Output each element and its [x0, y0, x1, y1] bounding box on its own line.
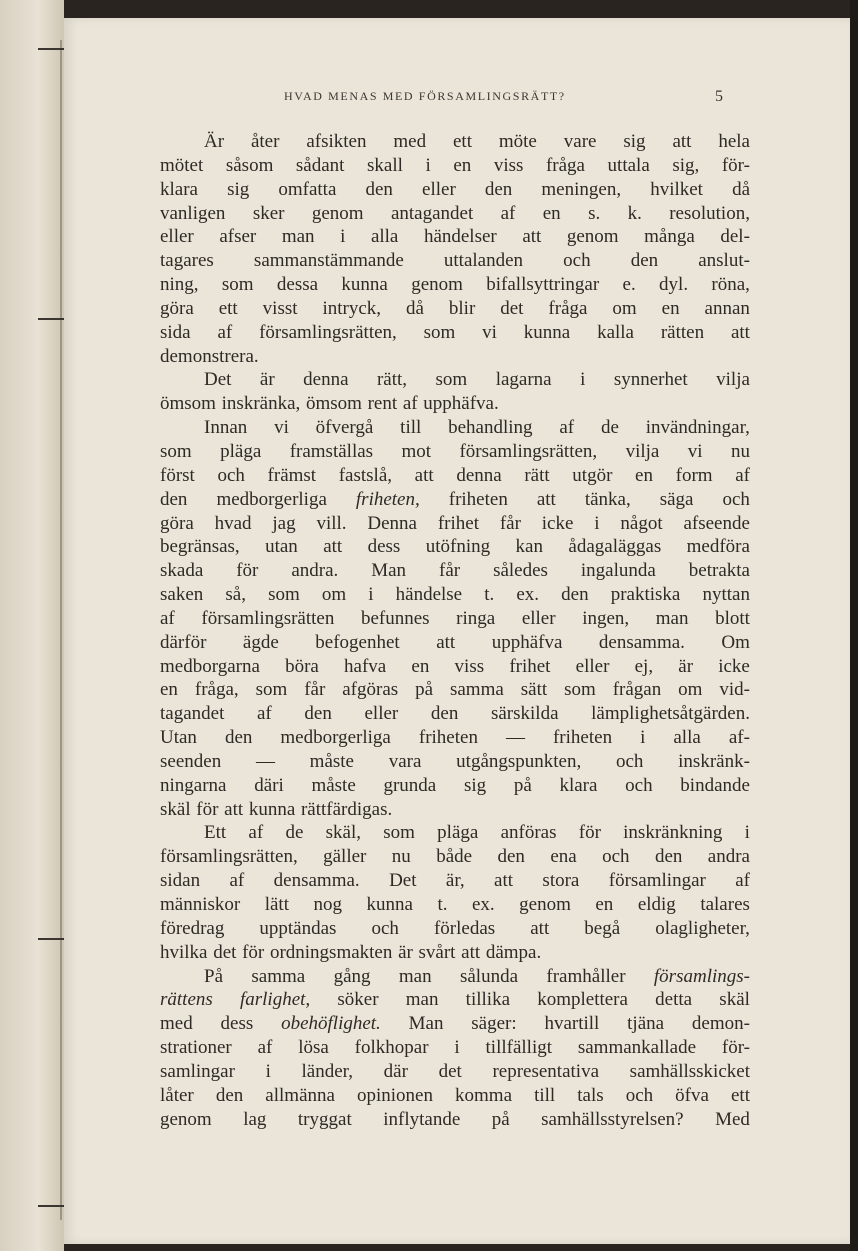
text-line: På samma gång man sålunda framhåller församlings- — [204, 965, 750, 987]
text-line: den medborgerliga friheten, friheten att tänka, säga och — [160, 488, 750, 510]
text-line: göra ett visst intryck, då blir det fråga om en annan — [160, 297, 750, 319]
text-line: saken så, som om i händelse t. ex. den praktiska nyttan — [160, 584, 750, 606]
text-line: vanligen sker genom antagandet af en s. k. resolution, — [160, 202, 750, 224]
text-line: rättens farlighet, söker man tillika komplettera detta skäl — [160, 989, 750, 1011]
text-line: Utan den medborgerliga friheten — friheten i alla af- — [160, 727, 750, 749]
text-line: ningarna däri måste grunda sig på klara och bindande — [160, 774, 750, 796]
book-binding — [0, 0, 64, 1251]
text-line: tagares sammanstämmande uttalanden och den anslut- — [160, 250, 750, 272]
text-line: Innan vi öfvergå till behandling af de invändningar, — [204, 417, 750, 439]
text-line: medborgarna böra hafva en viss frihet eller ej, är icke — [160, 655, 750, 677]
text-line: Det är denna rätt, som lagarna i synnerhet vilja — [204, 369, 750, 391]
text-line: därför ägde befogenhet att upphäfva densamma. Om — [160, 631, 750, 653]
text-line: eller afser man i alla händelser att genom många del- — [160, 226, 750, 248]
text-line: skäl för att kunna rättfärdigas. — [160, 798, 393, 820]
text-line: föredrag upptändas och förledas att begå olagligheter, — [160, 917, 750, 939]
text-line: genom lag tryggat inflytande på samhällsstyrelsen? Med — [160, 1108, 750, 1130]
text-line: först och främst fastslå, att denna rätt utgör en form af — [160, 464, 750, 486]
text-line: ömsom inskränka, ömsom rent af upphäfva. — [160, 393, 499, 415]
text-line: begränsas, utan att dess utöfning kan ådagaläggas medföra — [160, 536, 750, 558]
text-line: med dess obehöflighet. Man säger: hvartill tjäna demon- — [160, 1013, 750, 1035]
text-line: tagandet af den eller den särskilda lämplighetsåtgärden. — [160, 703, 750, 725]
text-line: sida af församlingsrätten, som vi kunna kalla rätten att — [160, 321, 750, 343]
text-line: skada för andra. Man får således ingalunda betrakta — [160, 560, 750, 582]
text-line: klara sig omfatta den eller den meningen, hvilket då — [160, 178, 750, 200]
text-line: strationer af lösa folkhopar i tillfälligt sammankallade för- — [160, 1037, 750, 1059]
page-number: 5 — [715, 88, 723, 105]
text-line: göra hvad jag vill. Denna frihet får icke i något afseende — [160, 512, 750, 534]
text-line: seenden — måste vara utgångspunkten, och inskränk- — [160, 750, 750, 772]
text-line: Ett af de skäl, som pläga anföras för inskränkning i — [204, 822, 750, 844]
page-edge — [850, 0, 858, 1251]
page-gutter-line — [60, 40, 62, 1220]
text-line: församlingsrätten, gäller nu både den ena och den andra — [160, 846, 750, 868]
text-line: samlingar i länder, där det representativa samhällsskicket — [160, 1060, 750, 1082]
text-line: en fråga, som får afgöras på samma sätt som frågan om vid- — [160, 679, 750, 701]
text-line: som pläga framställas mot församlingsrätten, vilja vi nu — [160, 440, 750, 462]
body-text — [160, 130, 750, 1131]
text-line: människor lätt nog kunna t. ex. genom en eldig talares — [160, 894, 750, 915]
text-line: af församlingsrätten befunnes ringa eller ingen, man blott — [160, 607, 750, 629]
text-line: ning, som dessa kunna genom bifallsyttringar e. dyl. röna, — [160, 274, 750, 296]
text-line: Är åter afsikten med ett möte vare sig att hela — [204, 131, 750, 152]
text-line: hvilka det för ordningsmakten är svårt att dämpa. — [160, 941, 542, 963]
text-line: demonstrera. — [160, 345, 259, 367]
running-header — [284, 89, 754, 104]
running-title: HVAD MENAS MED FÖRSAMLINGSRÄTT? — [284, 89, 566, 103]
text-line: sidan af densamma. Det är, att stora församlingar af — [160, 870, 750, 892]
text-line: mötet såsom sådant skall i en viss fråga uttala sig, för- — [160, 154, 750, 176]
text-line: låter den allmänna opinionen komma till tals och öfva ett — [160, 1084, 750, 1106]
